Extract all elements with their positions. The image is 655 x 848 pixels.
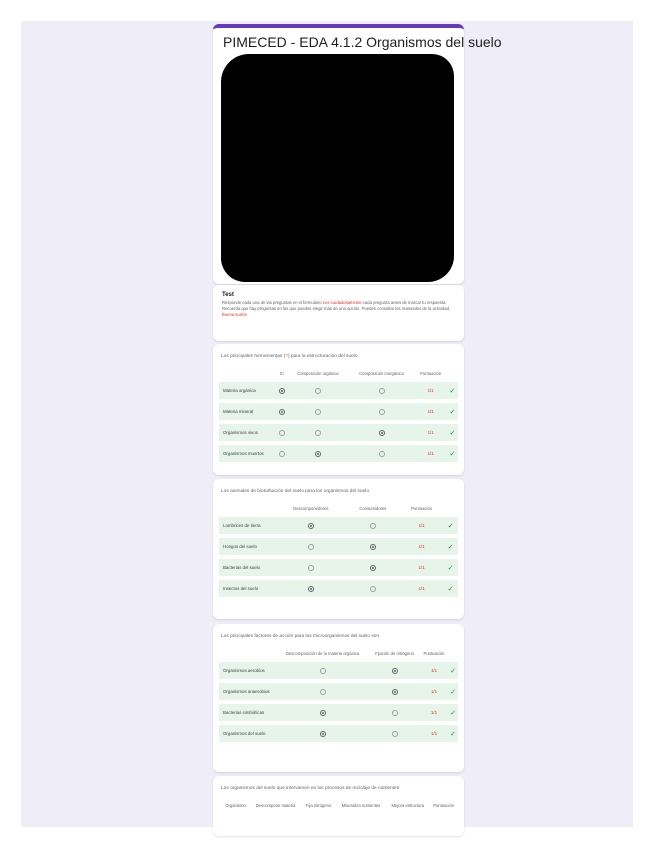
question-title [221,634,456,639]
test-info-title: Test [222,292,234,298]
points-value: 1/1 [430,689,438,694]
grid-column-header: Fija nitrógeno [305,803,332,808]
grid-cell [287,403,348,420]
grid-cell [287,382,348,399]
points-value: 1/1 [427,451,434,456]
radio-icon[interactable] [320,689,326,695]
check-icon: ✓ [450,688,457,696]
grid-cell [448,662,458,679]
points-value: 1/1 [418,565,425,570]
form-header-card [213,24,502,284]
grid-cell [276,517,346,534]
test-info-text: cada pregunta antes de marcar tu respuesta. Recuerda que hay preguntas en las que puedes elegir más de una opción. [222,300,447,311]
grid-cell [420,662,448,679]
check-icon: ✓ [450,730,457,738]
question-card-4 [213,776,464,836]
grid-corner [219,371,276,378]
check-icon: ✓ [447,585,454,593]
form-canvas [21,21,633,827]
points-value: 1/1 [427,430,434,435]
radio-icon[interactable] [392,689,398,695]
grid-column-header: Descomposición de la materia orgánica [285,651,360,656]
grid-cell [443,517,458,534]
grid-row [219,559,458,576]
points-value: 1/1 [418,523,425,528]
grid-row-label: Organismos aerobios [219,662,276,679]
grid-row-label: Hongos del suelo [219,538,276,555]
question-title-part: Los principales herramientas ( [221,354,286,359]
grid-cell [276,662,369,679]
question-title-part: Los animales de bioturbación del suelo para los organismos del suelo [221,489,369,494]
points-value: 1/1 [427,388,434,393]
grid-cell [276,424,287,441]
test-info-text: Responde cada una de las preguntas en el formulario [222,300,322,305]
grid-column-header: Fijación de nitrógeno [375,651,414,656]
grid-cell [400,538,443,555]
grid-row [219,580,458,597]
grid-corner [219,651,276,658]
grid-cell [447,445,458,462]
grid-cell [276,704,369,721]
grid-row [219,538,458,555]
grid-row-label: Organismos muertos [219,445,276,462]
grid-cell [276,382,287,399]
grid-row-label: Organismos anaerobios [219,683,276,700]
radio-icon[interactable] [379,451,385,457]
radio-icon[interactable] [379,388,385,394]
grid-row-label: Bacterias simbióticas [219,704,276,721]
radio-icon[interactable] [392,731,398,737]
radio-icon[interactable] [308,586,314,592]
answer-grid [219,799,458,814]
grid-cell [443,559,458,576]
grid-cell [349,445,415,462]
question-title [221,786,456,791]
grid-cell [447,382,458,399]
check-icon: ✓ [450,709,457,717]
radio-icon[interactable] [392,710,398,716]
points-value: 1/1 [430,668,438,673]
grid-row-label: Bacterias del suelo [219,559,276,576]
radio-icon[interactable] [308,565,314,571]
grid-row [219,725,458,742]
grid-cell [287,445,348,462]
radio-icon[interactable] [315,409,321,415]
test-info-highlight: Lee cuidadosamente [322,300,362,305]
answer-grid [219,502,458,601]
test-info-text: Puedes consultar los materiales de la actividad. [361,306,451,311]
grid-row-label: Organismos del suelo [219,725,276,742]
grid-column-header: Composición inorgánica [359,371,404,376]
radio-icon[interactable] [370,544,376,550]
grid-cell [369,725,420,742]
question-card-3 [213,624,464,772]
grid-cell [369,683,420,700]
question-title [221,354,456,359]
grid-cell [369,704,420,721]
grid-column-header: Mineraliza nutrientes [341,803,381,808]
grid-cell [414,403,446,420]
grid-cell [448,725,458,742]
grid-column-header: Consumidores [359,506,387,511]
form-title: PIMECED - EDA 4.1.2 Organismos del suelo [223,34,502,50]
grid-row [219,382,458,399]
points-value: 1/1 [427,409,434,414]
grid-cell [420,704,448,721]
grid-cell [400,517,443,534]
radio-icon[interactable] [320,731,326,737]
radio-icon[interactable] [379,430,385,436]
check-icon: ✓ [450,667,457,675]
grid-cell [346,580,400,597]
grid-cell [276,683,369,700]
check-icon: ✓ [449,387,456,395]
grid-cell [369,662,420,679]
grid-row-label: Materia mineral [219,403,276,420]
points-value: 1/1 [430,731,438,736]
grid-row-label: Organismos vivos [219,424,276,441]
grid-cell [420,725,448,742]
radio-icon[interactable] [392,668,398,674]
grid-column-header: Descomponedores [293,506,329,511]
grid-cell [349,403,415,420]
grid-cell [420,683,448,700]
radio-icon[interactable] [279,430,285,436]
grid-cell [276,538,346,555]
test-info-highlight: Buena suerte [222,312,247,317]
grid-row [219,704,458,721]
question-card-2 [213,479,464,619]
grid-cell [346,559,400,576]
radio-icon[interactable] [308,544,314,550]
grid-column-header: Organismo [225,803,246,808]
check-icon: ✓ [449,408,456,416]
grid-cell [346,517,400,534]
grid-cell [448,704,458,721]
grid-cell [448,683,458,700]
radio-icon[interactable] [320,668,326,674]
points-value: 1/1 [418,586,425,591]
grid-cell [276,445,287,462]
points-value: 1/1 [430,710,438,715]
answer-grid [219,647,458,746]
grid-cell [346,538,400,555]
grid-column-header: Puntuación [433,803,455,808]
radio-icon[interactable] [315,451,321,457]
grid-cell [443,580,458,597]
radio-icon[interactable] [370,565,376,571]
grid-cell [276,725,369,742]
question-card-1 [213,344,464,475]
grid-cell [414,382,446,399]
grid-cell [276,403,287,420]
grid-cell [349,382,415,399]
radio-icon[interactable] [315,430,321,436]
grid-cell [400,559,443,576]
question-title-part: Los organismos del suelo que intervienen en los procesos de reciclaje de nutrientes [221,786,400,791]
grid-column-header: Puntuación [411,506,433,511]
question-title-part: Los principales factores de acción para los microorganismos del suelo son [221,634,380,639]
radio-icon[interactable] [370,586,376,592]
question-title-part: ) para la estructuración del suelo [287,354,358,359]
grid-column-header: Descompone materia [255,803,296,808]
question-title-part: ? [285,354,288,359]
radio-icon[interactable] [308,523,314,529]
grid-row [219,517,458,534]
grid-cell [414,445,446,462]
grid-row [219,662,458,679]
grid-column-header: Puntuación [423,651,445,656]
grid-row [219,683,458,700]
check-icon: ✓ [447,543,454,551]
redacted-region [221,54,454,282]
radio-icon[interactable] [279,451,285,457]
grid-row [219,445,458,462]
check-icon: ✓ [449,429,456,437]
check-icon: ✓ [447,522,454,530]
grid-column-header: Composición orgánica [297,371,339,376]
radio-icon[interactable] [279,388,285,394]
answer-grid [219,367,458,466]
grid-row-label: Insectos del suelo [219,580,276,597]
check-icon: ✓ [447,564,454,572]
radio-icon[interactable] [370,523,376,529]
points-value: 1/1 [418,544,425,549]
grid-column-header: Mejora estructura [391,803,425,808]
grid-column-header: Puntuación [420,371,442,376]
grid-cell [447,403,458,420]
grid-row [219,403,458,420]
grid-cell [400,580,443,597]
grid-corner [219,506,276,513]
radio-icon[interactable] [279,409,285,415]
grid-cell [287,424,348,441]
test-info-body [222,300,455,318]
radio-icon[interactable] [315,388,321,394]
grid-row [219,424,458,441]
grid-row-label: Materia orgánica [219,382,276,399]
grid-cell [276,580,346,597]
grid-cell [447,424,458,441]
grid-cell [443,538,458,555]
check-icon: ✓ [449,450,456,458]
grid-cell [276,559,346,576]
question-title [221,489,456,494]
grid-cell [349,424,415,441]
test-info-card [213,285,464,341]
radio-icon[interactable] [379,409,385,415]
grid-cell [414,424,446,441]
radio-icon[interactable] [320,710,326,716]
grid-column-header: Sí [279,371,284,376]
grid-row-label: Lombrices de tierra [219,517,276,534]
